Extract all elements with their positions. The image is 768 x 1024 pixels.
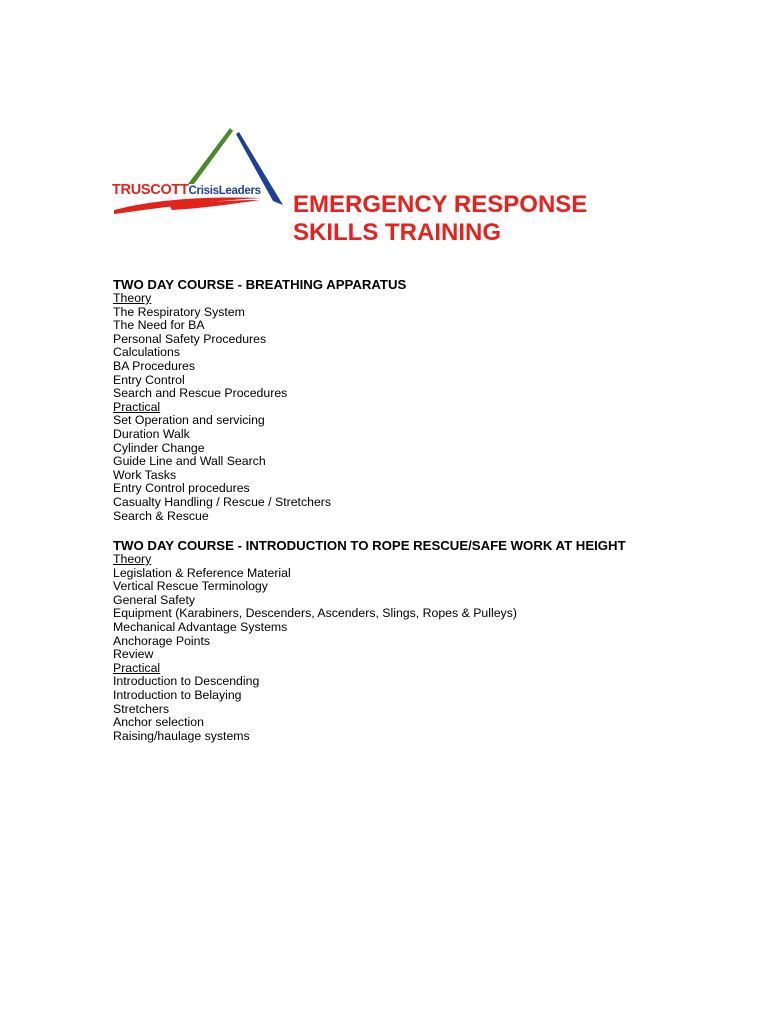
list-item: Search and Rescue Procedures — [113, 386, 288, 401]
page-title-line-2: SKILLS TRAINING — [293, 219, 501, 246]
list-item: Work Tasks — [113, 467, 177, 482]
list-item: BA Procedures — [113, 358, 196, 373]
list-item: Introduction to Belaying — [113, 687, 242, 702]
list-item: Entry Control — [113, 372, 185, 387]
page-title-line-1: EMERGENCY RESPONSE — [293, 191, 588, 218]
list-item: Guide Line and Wall Search — [113, 454, 266, 469]
section-lines — [113, 292, 406, 523]
list-item: Legislation & Reference Material — [113, 565, 291, 580]
subsection-heading: Practical — [113, 399, 161, 414]
course-section-breathing-apparatus — [113, 277, 406, 523]
list-item: Mechanical Advantage Systems — [113, 619, 288, 634]
list-item: Introduction to Descending — [113, 674, 260, 689]
list-item: Stretchers — [113, 701, 170, 716]
list-item: Personal Safety Procedures — [113, 331, 267, 346]
section-heading: TWO DAY COURSE - INTRODUCTION TO ROPE RESCUE/SAFE WORK AT HEIGHT — [113, 538, 626, 553]
logo-triangle-icon — [112, 126, 284, 218]
logo-wordmark — [112, 182, 261, 198]
list-item: Set Operation and servicing — [113, 413, 265, 428]
subsection-heading: Theory — [113, 552, 152, 566]
subsection-heading: Practical — [113, 660, 161, 675]
list-item: Entry Control procedures — [113, 481, 250, 496]
list-item: Review — [113, 647, 154, 662]
list-item: Casualty Handling / Rescue / Stretchers — [113, 494, 332, 509]
list-item: Equipment (Karabiners, Descenders, Ascenders, Slings, Ropes & Pulleys) — [113, 606, 517, 621]
subsection-heading: Theory — [113, 291, 152, 305]
page-title — [293, 191, 587, 247]
list-item: The Respiratory System — [113, 304, 245, 319]
list-item: Vertical Rescue Terminology — [113, 579, 268, 594]
company-logo — [112, 126, 284, 218]
list-item: General Safety — [113, 592, 196, 607]
list-item: Calculations — [113, 345, 180, 360]
course-section-rope-rescue — [113, 538, 626, 743]
list-item: Duration Walk — [113, 426, 190, 441]
section-heading: TWO DAY COURSE - BREATHING APPARATUS — [113, 277, 407, 292]
list-item: Search & Rescue — [113, 508, 209, 523]
list-item: Anchor selection — [113, 715, 204, 730]
list-item: Anchorage Points — [113, 633, 211, 648]
section-lines — [113, 553, 626, 743]
list-item: The Need for BA — [113, 318, 205, 333]
logo-word-truscott: TRUSCOTT — [112, 182, 189, 198]
logo-word-crisisleaders: CrisisLeaders — [188, 185, 261, 197]
list-item: Cylinder Change — [113, 440, 205, 455]
list-item: Raising/haulage systems — [113, 728, 250, 743]
